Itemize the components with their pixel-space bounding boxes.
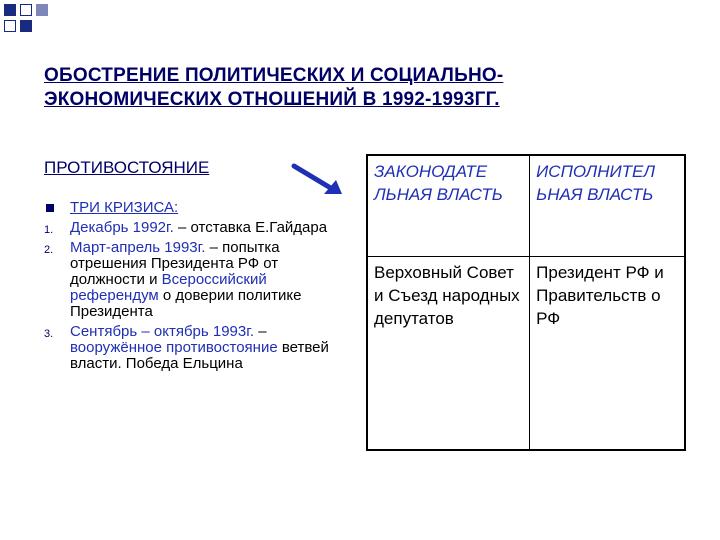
item-text: – отставка Е.Гайдара bbox=[173, 219, 328, 236]
title-line-1: ОБОСТРЕНИЕ ПОЛИТИЧЕСКИХ И СОЦИАЛЬНО- bbox=[44, 65, 504, 86]
table-row bbox=[367, 257, 685, 451]
list-marker: 2. bbox=[44, 244, 54, 256]
item-date: Декабрь 1992г. bbox=[70, 219, 174, 236]
legislative-header: ЗАКОНОДАТЕ ЛЬНАЯ ВЛАСТЬ bbox=[367, 155, 530, 257]
item-text: – попытка отрешения Президента РФ от должности и bbox=[70, 239, 280, 288]
powers-table bbox=[366, 154, 686, 451]
arrow-icon bbox=[290, 160, 346, 200]
item-text: – bbox=[254, 323, 267, 340]
item-highlight: вооружённое противостояние bbox=[70, 339, 278, 356]
corner-square bbox=[36, 4, 48, 16]
title-line-2: ЭКОНОМИЧЕСКИХ ОТНОШЕНИЙ В 1992-1993ГГ. bbox=[44, 89, 500, 110]
corner-square bbox=[20, 20, 32, 32]
item-text: ветвей власти. Победа Ельцина bbox=[70, 339, 329, 372]
corner-square bbox=[4, 20, 16, 32]
item-highlight: Всероссийский референдум bbox=[70, 271, 267, 304]
item-text: о доверии политике Президента bbox=[70, 287, 302, 320]
list-item bbox=[44, 220, 354, 236]
list-marker: 3. bbox=[44, 328, 54, 340]
legislative-body: Верховный Совет и Съезд народных депутатов bbox=[367, 257, 530, 451]
item-date: Сентябрь – октябрь 1993г. bbox=[70, 323, 255, 340]
list-heading: ТРИ КРИЗИСА: bbox=[70, 199, 179, 216]
executive-header: ИСПОЛНИТЕЛ ЬНАЯ ВЛАСТЬ bbox=[530, 155, 685, 257]
executive-body: Президент РФ и Правительств о РФ bbox=[530, 257, 685, 451]
corner-square bbox=[4, 4, 16, 16]
bullet-square-icon bbox=[46, 204, 54, 212]
subheading: ПРОТИВОСТОЯНИЕ bbox=[44, 158, 210, 177]
corner-decoration bbox=[0, 0, 60, 40]
crisis-list bbox=[44, 200, 354, 376]
table-row bbox=[367, 155, 685, 257]
item-date: Март-апрель 1993г. bbox=[70, 239, 206, 256]
list-marker: 1. bbox=[44, 224, 54, 236]
list-item bbox=[44, 240, 354, 320]
list-heading-item bbox=[44, 200, 354, 216]
slide-title bbox=[44, 64, 684, 112]
corner-square bbox=[20, 4, 32, 16]
list-item bbox=[44, 324, 354, 372]
